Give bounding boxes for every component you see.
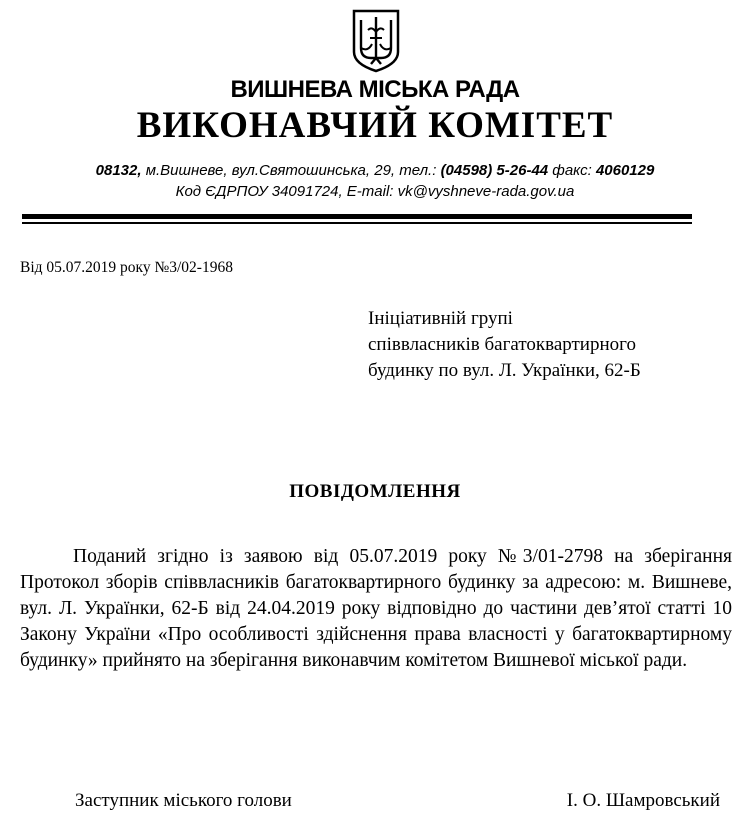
notice-body: Поданий згідно із заявою від 05.07.2019 року №3/01-2798 на зберігання Протокол зборів співвласників багатоквартирного будинку за адресою: м. Вишневе, вул. Л. Українки, 62-Б від 24.04.2019 року відповідно до частини дев’ятої статті 10 Закону України «Про особливості здійснення права власності у багатоквартирному будинку» прийнято на зберігання виконавчим комітетом Вишневої міської ради. (20, 546, 732, 671)
fax-number: 4060129 (595, 162, 655, 179)
header-divider-thin (22, 222, 692, 224)
addressee-line: будинку по вул. Л. Українки, 62-Б (368, 360, 641, 381)
committee-name: ВИКОНАВЧИЙ КОМІТЕТ (136, 105, 614, 146)
signatory-position: Заступник міського голови (75, 790, 292, 811)
addressee-line: Ініціативній групі (368, 308, 513, 329)
address-line (0, 162, 750, 179)
document-reference: Від 05.07.2019 року №3/02-1968 (20, 259, 233, 276)
street-address: м.Вишневе, вул.Святошинська, 29, тел.: (141, 162, 441, 179)
postcode: 08132, (95, 162, 142, 179)
council-name: ВИШНЕВА МІСЬКА РАДА (230, 76, 520, 103)
document-title: ПОВІДОМЛЕННЯ (289, 481, 461, 502)
registry-code-line: Код ЄДРПОУ 34091724, E-mail: vk@vyshneve-rada.gov.ua (175, 183, 575, 200)
addressee-block (368, 306, 641, 384)
header-divider-thick (22, 214, 692, 219)
phone-number: (04598) 5-26-44 (440, 162, 549, 179)
signatory-name: І. О. Шамровський (566, 790, 720, 811)
coat-of-arms-emblem (350, 8, 402, 74)
addressee-line: співвласників багатоквартирного (368, 334, 636, 355)
fax-label: факс: (548, 162, 596, 179)
